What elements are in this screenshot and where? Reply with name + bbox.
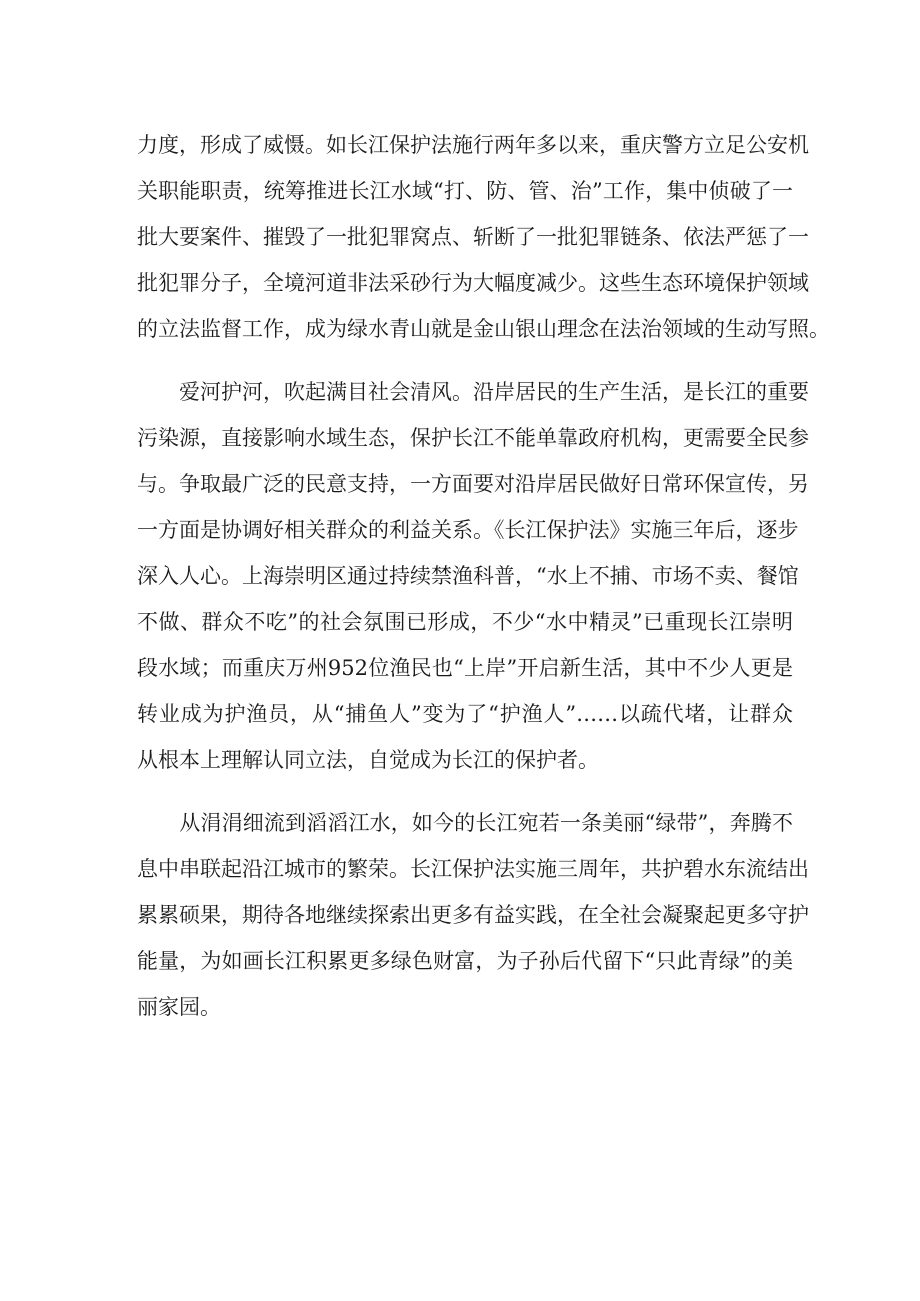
paragraph-line: 段水域；而重庆万州952位渔民也“上岸”开启新生活，其中不少人更是 (137, 656, 793, 680)
paragraph-line: 累累硕果，期待各地继续探索出更多有益实践，在全社会凝聚起更多守护 (137, 903, 809, 927)
paragraph-line: 一方面是协调好相关群众的利益关系。《长江保护法》实施三年后，逐步 (137, 518, 799, 542)
paragraph-line: 力度，形成了威慑。如长江保护法施行两年多以来，重庆警方立足公安机 (137, 133, 809, 157)
paragraph-line: 深入人心。上海崇明区通过持续禁渔科普，“水上不捕、市场不卖、餐馆 (137, 564, 799, 588)
paragraph-2 (137, 369, 809, 783)
paragraph-line: 转业成为护渔员，从“捕鱼人”变为了“护渔人”……以疏代堵，让群众 (137, 702, 793, 726)
paragraph-line: 批犯罪分子，全境河道非法采砂行为大幅度减少。这些生态环境保护领域 (137, 271, 809, 295)
paragraph-line: 的立法监督工作，成为绿水青山就是金山银山理念在法治领域的生动写照。 (137, 317, 830, 341)
paragraph-line: 不做、群众不吃”的社会氛围已形成，不少“水中精灵”已重现长江崇明 (137, 610, 793, 634)
paragraph-line: 爱河护河，吹起满目社会清风。沿岸居民的生产生活，是长江的重要 (137, 380, 809, 404)
paragraph-line: 污染源，直接影响水域生态，保护长江不能单靠政府机构，更需要全民参 (137, 426, 809, 450)
paragraph-line: 能量，为如画长江积累更多绿色财富，为子孙后代留下“只此青绿”的美 (137, 949, 793, 973)
paragraph-line: 从涓涓细流到滔滔江水，如今的长江宛若一条美丽“绿带”，奔腾不 (137, 811, 793, 835)
paragraph-line: 与。争取最广泛的民意支持，一方面要对沿岸居民做好日常环保宣传，另 (137, 472, 809, 496)
paragraph-spacer (137, 783, 793, 800)
paragraph-spacer (137, 352, 793, 369)
paragraph-line: 丽家园。 (137, 995, 221, 1019)
paragraph-line: 关职能职责，统筹推进长江水域“打、防、管、治”工作，集中侦破了一 (137, 179, 793, 203)
paragraph-1 (137, 122, 830, 352)
paragraph-line: 息中串联起沿江城市的繁荣。长江保护法实施三周年，共护碧水东流结出 (137, 857, 809, 881)
paragraph-line: 批大要案件、摧毁了一批犯罪窝点、斩断了一批犯罪链条、依法严惩了一 (137, 225, 809, 249)
paragraph-line: 从根本上理解认同立法，自觉成为长江的保护者。 (137, 748, 599, 772)
paragraph-3 (137, 800, 809, 1030)
article-body (137, 122, 830, 1030)
